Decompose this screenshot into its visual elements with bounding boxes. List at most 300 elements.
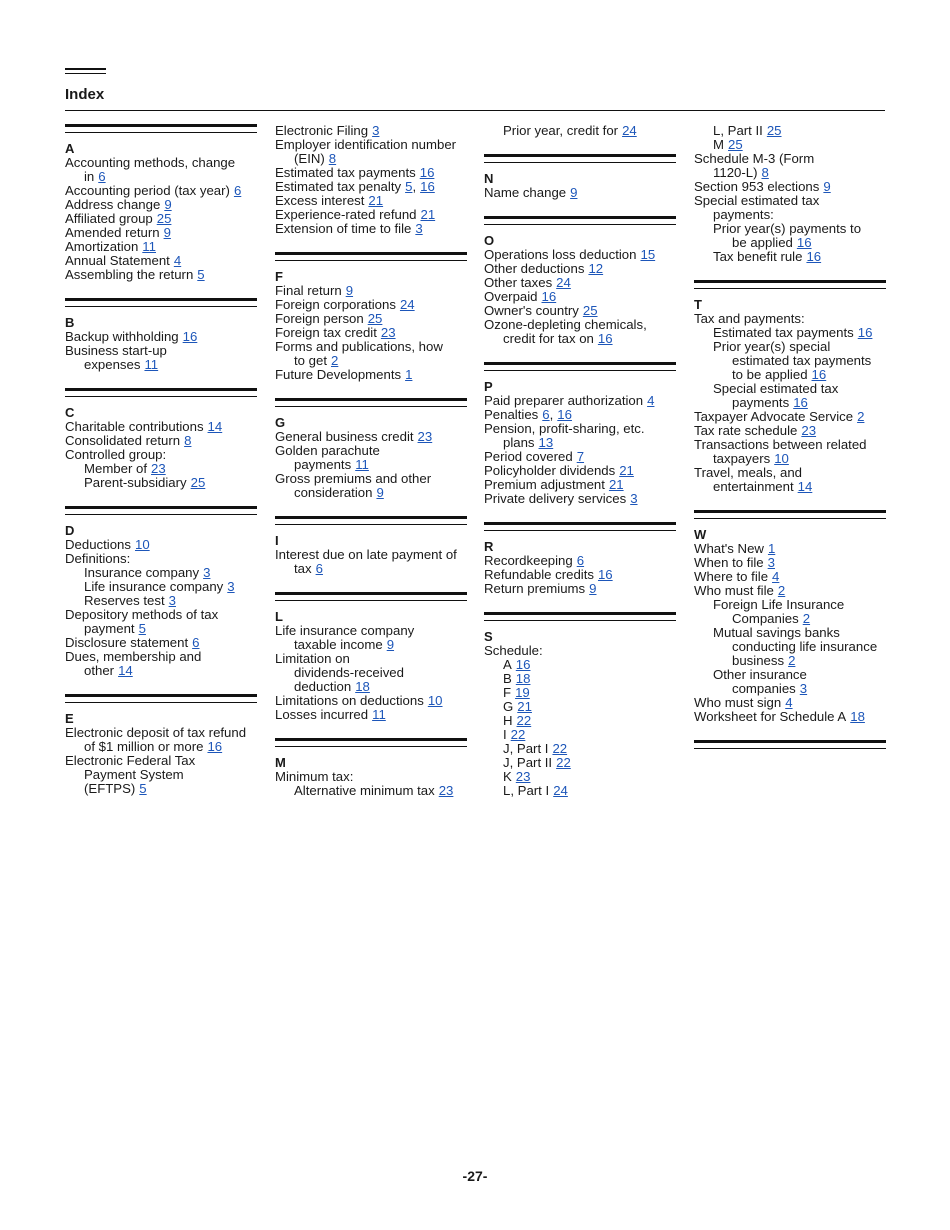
index-entry-text: A xyxy=(503,657,512,672)
page-reference-link[interactable]: 9 xyxy=(823,179,831,194)
index-entry-text: Accounting methods, change xyxy=(65,155,236,170)
index-entry xyxy=(65,664,257,678)
header-divider xyxy=(65,110,885,111)
page-reference-link[interactable]: 16 xyxy=(796,235,812,250)
page-reference-link[interactable]: 19 xyxy=(515,685,530,700)
page-reference-link[interactable]: 24 xyxy=(622,123,637,138)
index-entry xyxy=(484,450,676,464)
index-entry-text: Depository methods of tax xyxy=(65,607,219,622)
index-entry-text: Disclosure statement xyxy=(65,635,189,650)
index-section xyxy=(694,740,886,749)
page-reference-link[interactable]: 2 xyxy=(802,611,811,626)
index-entry-text: estimated tax payments xyxy=(732,353,872,368)
page-reference-link[interactable]: 3 xyxy=(799,681,808,696)
index-entry-text: Section 953 elections xyxy=(694,179,820,194)
page-reference-link[interactable]: 4 xyxy=(173,253,182,268)
index-entry xyxy=(65,650,257,664)
index-entry-text: Insurance company xyxy=(84,565,200,580)
page-reference-link[interactable]: 9 xyxy=(164,197,172,212)
page-reference-link[interactable]: 16 xyxy=(597,567,613,582)
page-reference-link[interactable]: 16 xyxy=(811,367,827,382)
index-entry-text: Other taxes xyxy=(484,275,553,290)
index-entry-text: tax xyxy=(294,561,312,576)
page-reference-link[interactable]: 16 xyxy=(207,739,223,754)
index-entry xyxy=(484,644,676,658)
page-reference-link[interactable]: 6 xyxy=(233,183,242,198)
index-entry xyxy=(65,420,257,434)
index-entry-text: Foreign tax credit xyxy=(275,325,377,340)
page-reference-link[interactable]: 24 xyxy=(556,275,571,290)
index-entry xyxy=(275,548,467,562)
index-entry-text: conducting life insurance xyxy=(732,639,878,654)
page-reference-link[interactable]: 23 xyxy=(438,783,454,798)
page-separator: , xyxy=(549,407,554,422)
index-entry-text: Estimated tax penalty xyxy=(275,179,402,194)
index-entry-text: Experience-rated refund xyxy=(275,207,417,222)
index-entry-text: Employer identification number xyxy=(275,137,457,152)
index-entry-text: Reserves test xyxy=(84,593,165,608)
section-letter: A xyxy=(65,141,75,156)
page-reference-link[interactable]: 14 xyxy=(797,479,813,494)
index-entry xyxy=(65,156,257,170)
section-spacer xyxy=(275,576,467,592)
index-section xyxy=(275,252,467,398)
index-entry-text: Tax rate schedule xyxy=(694,423,798,438)
index-section xyxy=(484,362,676,522)
index-entry-text: Forms and publications, how xyxy=(275,339,443,354)
section-spacer xyxy=(275,722,467,738)
index-entry xyxy=(694,180,886,194)
index-entry-text: L, Part I xyxy=(503,783,550,798)
page-reference-link[interactable]: 8 xyxy=(184,433,192,448)
index-entry-text: Ozone-depleting chemicals, xyxy=(484,317,647,332)
index-entry-text: payments xyxy=(294,457,352,472)
index-entry xyxy=(694,396,886,410)
index-entry xyxy=(694,626,886,640)
index-entry-text: Definitions: xyxy=(65,551,131,566)
page-reference-link[interactable]: 3 xyxy=(227,579,235,594)
page-number: -27- xyxy=(462,1168,488,1184)
index-entry xyxy=(65,226,257,240)
index-entry xyxy=(694,222,886,236)
page-separator: , xyxy=(412,179,417,194)
page-reference-link[interactable]: 22 xyxy=(510,727,526,742)
index-entry-text: Annual Statement xyxy=(65,253,170,268)
index-entry-text: Prior year, credit for xyxy=(503,123,619,138)
page-reference-link[interactable]: 22 xyxy=(516,713,532,728)
section-spacer xyxy=(694,264,886,280)
page-reference-link[interactable]: 2 xyxy=(857,409,865,424)
page-reference-link[interactable]: 4 xyxy=(772,569,780,584)
index-entry xyxy=(694,424,886,438)
index-entry-text: payment xyxy=(84,621,135,636)
section-divider xyxy=(275,738,467,747)
page-reference-link[interactable]: 16 xyxy=(597,331,613,346)
index-section xyxy=(694,124,886,280)
page-reference-link[interactable]: 6 xyxy=(576,553,585,568)
page-reference-link[interactable]: 23 xyxy=(380,325,396,340)
page-reference-link[interactable]: 11 xyxy=(372,707,386,722)
index-entry xyxy=(275,694,467,708)
section-letter: M xyxy=(275,755,286,770)
index-entry xyxy=(65,240,257,254)
index-entry-text: Foreign Life Insurance xyxy=(713,597,845,612)
index-entry xyxy=(484,318,676,332)
page-reference-link[interactable]: 3 xyxy=(372,123,380,138)
index-entry xyxy=(275,222,467,236)
page-reference-link[interactable]: 5 xyxy=(139,781,147,796)
index-entry-text: Charitable contributions xyxy=(65,419,204,434)
page-reference-link[interactable]: 5 xyxy=(405,179,413,194)
index-entry-text: Estimated tax payments xyxy=(275,165,416,180)
index-entry-text: M xyxy=(713,137,724,152)
index-section xyxy=(275,738,467,798)
page-reference-link[interactable]: 3 xyxy=(415,221,423,236)
section-divider xyxy=(275,252,467,261)
index-entry xyxy=(694,382,886,396)
index-entry xyxy=(275,354,467,368)
index-entry-text: Travel, meals, and xyxy=(694,465,802,480)
page-reference-link[interactable]: 25 xyxy=(728,137,743,152)
index-entry xyxy=(65,636,257,650)
index-entry xyxy=(65,580,257,594)
index-entry xyxy=(275,430,467,444)
index-entry-text: General business credit xyxy=(275,429,414,444)
index-entry xyxy=(65,330,257,344)
section-divider xyxy=(694,280,886,289)
page-reference-link[interactable]: 21 xyxy=(368,193,384,208)
index-section xyxy=(694,280,886,510)
page-reference-link[interactable]: 1 xyxy=(767,541,776,556)
index-entry xyxy=(275,784,467,798)
page-reference-link[interactable]: 16 xyxy=(806,249,822,264)
section-divider xyxy=(275,516,467,525)
section-letter: C xyxy=(65,405,75,420)
index-entry xyxy=(65,268,257,282)
index-entry-text: J, Part I xyxy=(503,741,549,756)
page-reference-link[interactable]: 12 xyxy=(588,261,604,276)
section-letter: S xyxy=(484,629,493,644)
index-entry-text: Amortization xyxy=(65,239,139,254)
page-reference-link[interactable]: 24 xyxy=(399,297,415,312)
page-reference-link[interactable]: 10 xyxy=(134,537,150,552)
index-entry xyxy=(275,458,467,472)
page-reference-link[interactable]: 16 xyxy=(182,329,198,344)
index-entry xyxy=(694,236,886,250)
index-entry-text: K xyxy=(503,769,512,784)
section-letter: W xyxy=(694,527,707,542)
index-entry xyxy=(275,652,467,666)
page-reference-link[interactable]: 21 xyxy=(619,463,634,478)
section-spacer xyxy=(275,382,467,398)
index-entry-text: be applied xyxy=(732,235,793,250)
index-entry xyxy=(275,770,467,784)
index-entry-text: Golden parachute xyxy=(275,443,380,458)
index-entry-text: Extension of time to file xyxy=(275,221,412,236)
page-reference-link[interactable]: 23 xyxy=(151,461,166,476)
index-entry xyxy=(65,448,257,462)
index-section xyxy=(275,124,467,252)
page-reference-link[interactable]: 5 xyxy=(138,621,146,636)
index-entry xyxy=(275,444,467,458)
page-reference-link[interactable]: 16 xyxy=(541,289,557,304)
page-reference-link[interactable]: 9 xyxy=(589,581,597,596)
index-entry xyxy=(484,728,676,742)
page-reference-link[interactable]: 5 xyxy=(197,267,205,282)
index-entry-text: Accounting period (tax year) xyxy=(65,183,230,198)
index-entry xyxy=(65,198,257,212)
index-entry-text: 1120-L) xyxy=(713,165,758,180)
index-entry xyxy=(275,638,467,652)
index-entry-text: expenses xyxy=(84,357,141,372)
page-reference-link[interactable]: 1 xyxy=(405,367,413,382)
index-entry xyxy=(694,570,886,584)
page-reference-link[interactable]: 11 xyxy=(144,357,159,372)
index-entry xyxy=(694,682,886,696)
index-entry-text: Backup withholding xyxy=(65,329,179,344)
index-entry-text: Foreign corporations xyxy=(275,297,396,312)
index-entry-text: Dues, membership and xyxy=(65,649,202,664)
page-reference-link[interactable]: 11 xyxy=(355,457,369,472)
index-entry-text: Schedule M-3 (Form xyxy=(694,151,815,166)
page-reference-link[interactable]: 22 xyxy=(556,755,571,770)
index-entry-text: Parent-subsidiary xyxy=(84,475,187,490)
header-decorative-rule xyxy=(65,68,106,74)
index-entry-text: B xyxy=(503,671,512,686)
section-spacer xyxy=(65,372,257,388)
index-entry-text: Excess interest xyxy=(275,193,365,208)
page-reference-link[interactable]: 23 xyxy=(417,429,433,444)
index-entry-text: Paid preparer authorization xyxy=(484,393,644,408)
page-reference-link[interactable]: 2 xyxy=(331,353,339,368)
index-entry-text: Foreign person xyxy=(275,311,364,326)
page-reference-link[interactable]: 7 xyxy=(576,449,585,464)
index-column-3 xyxy=(484,124,676,798)
page-reference-link[interactable]: 25 xyxy=(367,311,383,326)
index-entry-text: J, Part II xyxy=(503,755,553,770)
index-entry xyxy=(275,708,467,722)
page-reference-link[interactable]: 11 xyxy=(142,239,156,254)
index-entry xyxy=(694,208,886,222)
page-reference-link[interactable]: 18 xyxy=(515,671,531,686)
index-entry xyxy=(694,640,886,654)
index-entry xyxy=(65,594,257,608)
section-spacer xyxy=(275,500,467,516)
index-entry xyxy=(694,612,886,626)
index-entry xyxy=(65,740,257,754)
section-divider xyxy=(484,154,676,163)
index-entry-text: Policyholder dividends xyxy=(484,463,616,478)
index-section xyxy=(275,516,467,592)
page-reference-link[interactable]: 9 xyxy=(163,225,171,240)
index-entry xyxy=(275,472,467,486)
index-entry-text: Tax and payments: xyxy=(694,311,805,326)
section-divider xyxy=(484,522,676,531)
section-divider xyxy=(65,694,257,703)
index-entry xyxy=(65,552,257,566)
page-reference-link[interactable]: 25 xyxy=(156,211,172,226)
page-reference-link[interactable]: 21 xyxy=(420,207,436,222)
index-entry-text: (EIN) xyxy=(294,151,325,166)
page-reference-link[interactable]: 6 xyxy=(192,635,200,650)
section-divider xyxy=(275,398,467,407)
index-entry xyxy=(65,358,257,372)
index-entry-text: Limitations on deductions xyxy=(275,693,424,708)
page-reference-link[interactable]: 14 xyxy=(207,419,223,434)
index-entry xyxy=(275,680,467,694)
page-reference-link[interactable]: 13 xyxy=(538,435,554,450)
index-entry xyxy=(484,422,676,436)
index-entry xyxy=(484,124,676,138)
page-reference-link[interactable]: 16 xyxy=(793,395,808,410)
index-section xyxy=(65,124,257,298)
index-entry-text: entertainment xyxy=(713,479,794,494)
section-divider xyxy=(275,592,467,601)
page-reference-link[interactable]: 9 xyxy=(376,485,384,500)
page-reference-link[interactable]: 18 xyxy=(850,709,865,724)
index-entry-text: Interest due on late payment of xyxy=(275,547,457,562)
section-letter: R xyxy=(484,539,494,554)
index-section xyxy=(65,298,257,388)
index-entry-text: Transactions between related xyxy=(694,437,867,452)
index-entry xyxy=(694,584,886,598)
section-letter: D xyxy=(65,523,75,538)
section-letter: B xyxy=(65,315,75,330)
index-entry xyxy=(65,434,257,448)
page-reference-link[interactable]: 2 xyxy=(788,653,796,668)
index-column-2 xyxy=(275,124,467,798)
page-reference-link[interactable]: 21 xyxy=(517,699,532,714)
page-reference-link[interactable]: 9 xyxy=(386,637,395,652)
index-entry-text: Controlled group: xyxy=(65,447,167,462)
index-entry-text: Premium adjustment xyxy=(484,477,605,492)
index-entry xyxy=(65,782,257,796)
page-reference-link[interactable]: 3 xyxy=(168,593,176,608)
index-entry-text: Prior year(s) payments to xyxy=(713,221,862,236)
page-reference-link[interactable]: 25 xyxy=(582,303,598,318)
index-entry-text: Payment System xyxy=(84,767,184,782)
section-divider xyxy=(694,510,886,519)
index-entry-text: Future Developments xyxy=(275,367,402,382)
page-reference-link[interactable]: 10 xyxy=(427,693,443,708)
index-entry-text: Member of xyxy=(84,461,148,476)
index-entry xyxy=(65,566,257,580)
index-entry xyxy=(484,714,676,728)
index-entry-text: H xyxy=(503,713,513,728)
page-reference-link[interactable]: 6 xyxy=(542,407,550,422)
index-entry xyxy=(65,768,257,782)
page-reference-link[interactable]: 2 xyxy=(777,583,786,598)
page-reference-link[interactable]: 8 xyxy=(761,165,769,180)
index-entry-text: plans xyxy=(503,435,535,450)
index-entry-text: Worksheet for Schedule A xyxy=(694,709,847,724)
page-reference-link[interactable]: 24 xyxy=(553,783,568,798)
index-entry-text: What's New xyxy=(694,541,764,556)
page-reference-link[interactable]: 16 xyxy=(419,165,435,180)
index-entry-text: Consolidated return xyxy=(65,433,181,448)
section-divider xyxy=(484,362,676,371)
index-entry xyxy=(694,710,886,724)
section-divider xyxy=(65,124,257,133)
index-entry-text: Where to file xyxy=(694,569,769,584)
index-entry-text: Period covered xyxy=(484,449,573,464)
section-divider xyxy=(484,216,676,225)
index-entry xyxy=(484,770,676,784)
section-divider xyxy=(65,388,257,397)
page-reference-link[interactable]: 14 xyxy=(118,663,133,678)
page-reference-link[interactable]: 4 xyxy=(647,393,655,408)
index-entry xyxy=(275,486,467,500)
page-reference-link[interactable]: 6 xyxy=(98,169,106,184)
page-reference-link[interactable]: 16 xyxy=(557,407,572,422)
page-reference-link[interactable]: 25 xyxy=(766,123,782,138)
page-reference-link[interactable]: 9 xyxy=(570,185,578,200)
section-divider xyxy=(694,740,886,749)
index-entry-text: Address change xyxy=(65,197,161,212)
index-entry-text: taxpayers xyxy=(713,451,771,466)
index-entry-text: Who must file xyxy=(694,583,774,598)
page-reference-link[interactable]: 23 xyxy=(515,769,531,784)
section-divider xyxy=(484,612,676,621)
page-reference-link[interactable]: 10 xyxy=(774,451,789,466)
page-reference-link[interactable]: 3 xyxy=(767,555,775,570)
index-entry-text: Losses incurred xyxy=(275,707,369,722)
section-divider xyxy=(65,298,257,307)
index-entry-text: Minimum tax: xyxy=(275,769,354,784)
section-divider xyxy=(65,506,257,515)
page-reference-link[interactable]: 16 xyxy=(515,657,531,672)
index-entry-text: Special estimated tax xyxy=(713,381,839,396)
index-entry-text: Tax benefit rule xyxy=(713,249,803,264)
index-entry xyxy=(484,672,676,686)
index-entry xyxy=(484,332,676,346)
page-reference-link[interactable]: 3 xyxy=(630,491,638,506)
page-reference-link[interactable]: 9 xyxy=(345,283,354,298)
index-entry xyxy=(694,340,886,354)
index-section xyxy=(484,612,676,798)
index-entry-text: Deductions xyxy=(65,537,131,552)
index-entry-text: deduction xyxy=(294,679,352,694)
section-letter: E xyxy=(65,711,74,726)
index-entry xyxy=(484,186,676,200)
index-entry-text: Amended return xyxy=(65,225,160,240)
index-entry xyxy=(65,622,257,636)
index-entry-text: Prior year(s) special xyxy=(713,339,831,354)
page-reference-link[interactable]: 6 xyxy=(315,561,323,576)
index-entry-text: Alternative minimum tax xyxy=(294,783,435,798)
index-entry xyxy=(484,700,676,714)
section-spacer xyxy=(484,596,676,612)
index-entry xyxy=(65,538,257,552)
index-entry xyxy=(484,408,676,422)
page-reference-link[interactable]: 18 xyxy=(355,679,370,694)
index-entry xyxy=(275,666,467,680)
page-reference-link[interactable]: 25 xyxy=(190,475,206,490)
page-reference-link[interactable]: 8 xyxy=(328,151,337,166)
page-reference-link[interactable]: 4 xyxy=(785,695,793,710)
page-reference-link[interactable]: 3 xyxy=(203,565,211,580)
page-reference-link[interactable]: 22 xyxy=(552,741,568,756)
page-reference-link[interactable]: 16 xyxy=(857,325,873,340)
index-entry-text: Refundable credits xyxy=(484,567,594,582)
index-entry xyxy=(484,568,676,582)
page-reference-link[interactable]: 15 xyxy=(640,247,656,262)
section-spacer xyxy=(65,282,257,298)
page-reference-link[interactable]: 21 xyxy=(608,477,624,492)
page-reference-link[interactable]: 23 xyxy=(801,423,817,438)
page-reference-link[interactable]: 16 xyxy=(420,179,435,194)
index-entry-text: taxable income xyxy=(294,637,383,652)
